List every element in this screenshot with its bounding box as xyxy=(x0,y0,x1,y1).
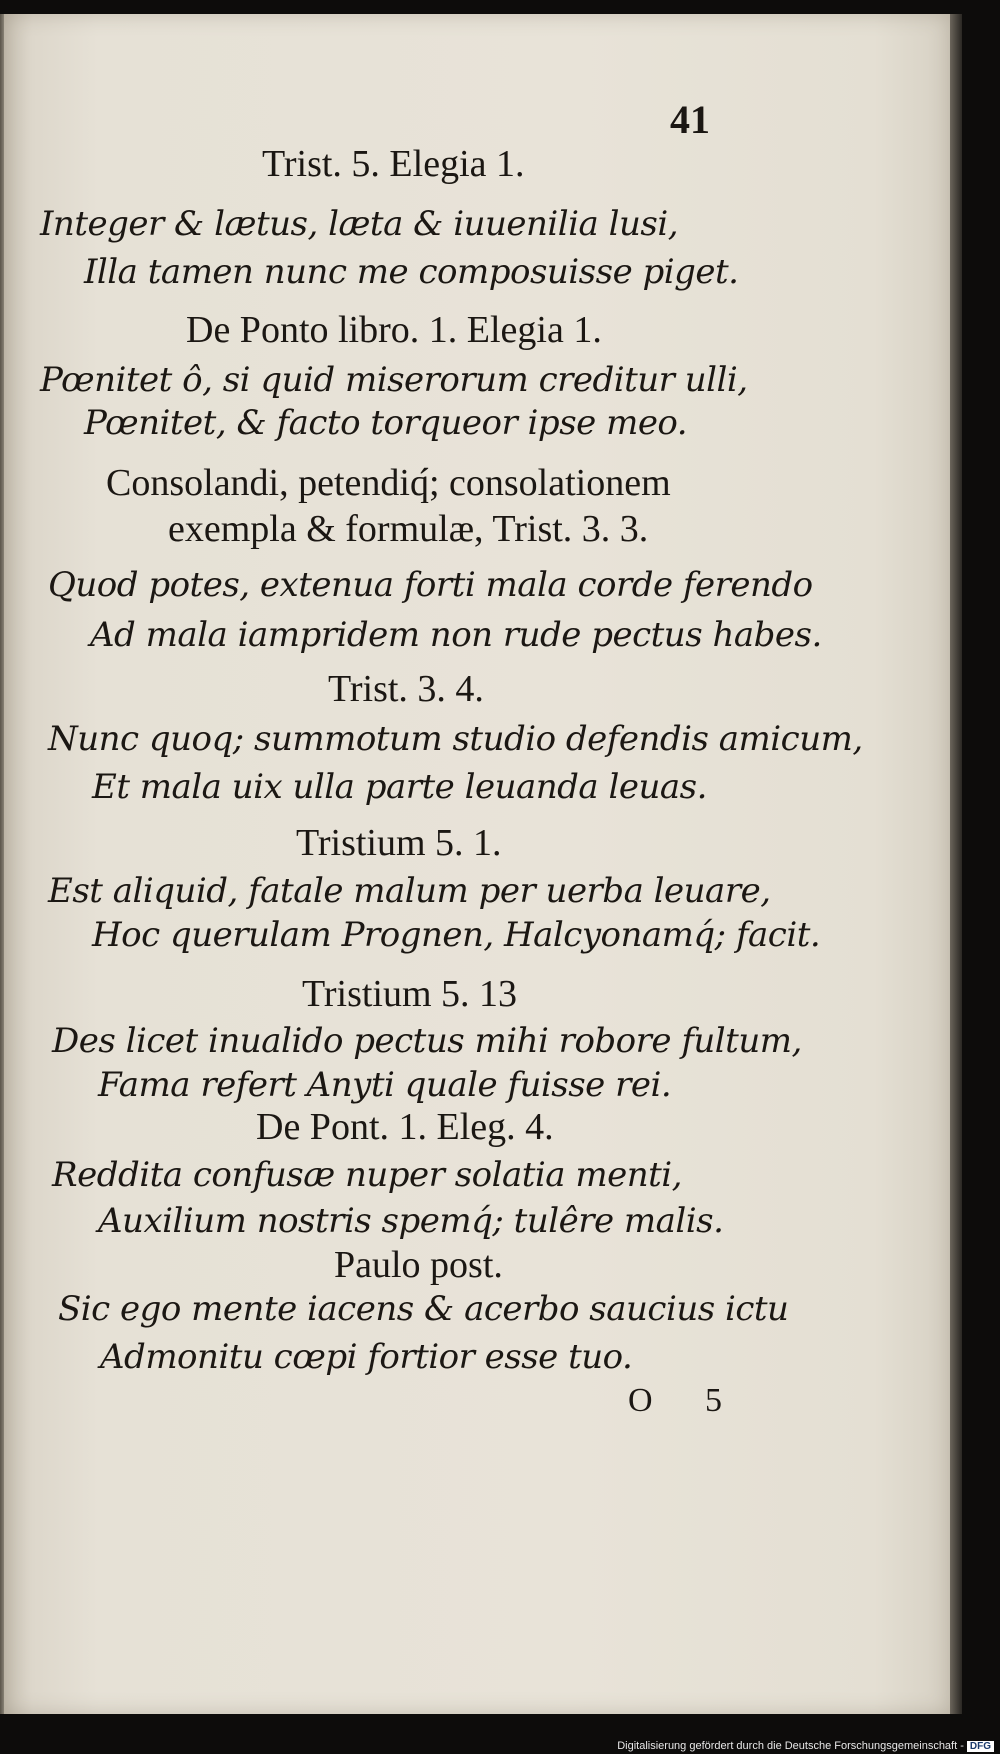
heading-consolandi: Consolandi, petendiq́; consolationem xyxy=(106,462,671,504)
verse-line: Auxilium nostris spemq́; tulêre malis. xyxy=(98,1201,724,1241)
verse-line: Admonitu cœpi fortior esse tuo. xyxy=(100,1337,633,1377)
verse-line: Est aliquid, fatale malum per uerba leuare, xyxy=(48,871,771,911)
verse-line: Fama refert Anyti quale fuisse rei. xyxy=(98,1065,672,1105)
digitization-footer xyxy=(617,1740,994,1752)
verse-line: Sic ego mente iacens & acerbo saucius ictu xyxy=(58,1289,789,1329)
heading-tristium-5-1: Tristium 5. 1. xyxy=(296,822,502,864)
verse-line: Et mala uix ulla parte leuanda leuas. xyxy=(92,767,707,807)
heading-tristium-5-13: Tristium 5. 13 xyxy=(302,973,518,1015)
verse-line: Ad mala iampridem non rude pectus habes. xyxy=(90,615,822,655)
verse-line: Des licet inualido pectus mihi robore fultum, xyxy=(52,1021,802,1061)
heading-de-pont-1-4: De Pont. 1. Eleg. 4. xyxy=(256,1106,554,1148)
heading-trist-5-1: Trist. 5. Elegia 1. xyxy=(262,143,525,185)
verse-line: Nunc quoq; summotum studio defendis amicum, xyxy=(48,719,863,759)
verse-line: Quod potes, extenua forti mala corde ferendo xyxy=(48,565,813,605)
verse-line: Pœnitet ô, si quid miserorum creditur ulli, xyxy=(40,360,748,400)
page-right-edge xyxy=(950,14,962,1714)
heading-de-ponto-1-1: De Ponto libro. 1. Elegia 1. xyxy=(186,309,602,351)
verse-line: Pœnitet, & facto torqueor ipse meo. xyxy=(84,403,688,443)
heading-consolandi-cont: exempla & formulæ, Trist. 3. 3. xyxy=(168,508,649,550)
heading-paulo-post: Paulo post. xyxy=(334,1244,503,1286)
verse-line: Hoc querulam Prognen, Halcyonamq́; facit. xyxy=(92,915,821,955)
verse-line: Illa tamen nunc me composuisse piget. xyxy=(84,252,739,292)
dfg-logo: DFG xyxy=(967,1741,994,1752)
footer-text: Digitalisierung gefördert durch die Deutsche Forschungsgemeinschaft - xyxy=(617,1740,964,1752)
verse-line: Integer & lætus, læta & iuuenilia lusi, xyxy=(40,204,679,244)
signature-mark: O 5 xyxy=(628,1382,745,1419)
verse-line: Reddita confusæ nuper solatia menti, xyxy=(52,1155,682,1195)
heading-trist-3-4: Trist. 3. 4. xyxy=(328,668,484,710)
page-number: 41 xyxy=(670,97,710,142)
